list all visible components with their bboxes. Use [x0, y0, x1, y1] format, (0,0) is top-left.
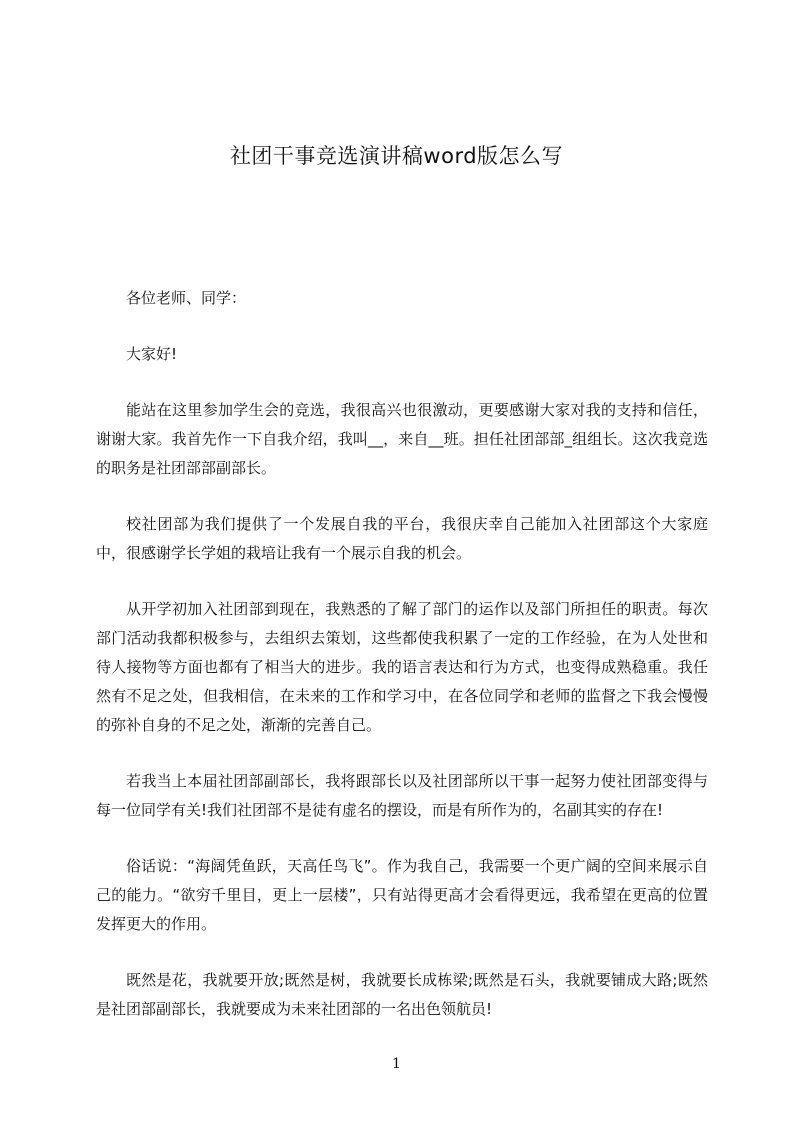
paragraph-closing: 既然是花，我就要开放;既然是树，我就要长成栋梁;既然是石头，我就要铺成大路;既然是社团部副部长，我就要成为未来社团部的一名出色领航员!: [96, 971, 708, 1018]
paragraph-greeting: 大家好!: [126, 345, 178, 363]
paragraph-aspiration: 俗话说：“海阔凭鱼跃，天高任鸟飞”。作为我自己，我需要一个更广阔的空间来展示自己的能力。“欲穷千里目，更上一层楼”，只有站得更高才会看得更远，我希望在更高的位置发挥更大的作用。: [96, 857, 708, 933]
paragraph-introduction: 能站在这里参加学生会的竞选，我很高兴也很激动，更要感谢大家对我的支持和信任，谢谢大家。我首先作一下自我介绍，我叫__，来自__班。担任社团部部_组组长。这次我竞选的职务是社团部部副部长。: [96, 401, 708, 477]
paragraph-commitment: 若我当上本届社团部副部长，我将跟部长以及社团部所以干事一起努力使社团部变得与每一位同学有关!我们社团部不是徒有虚名的摆设，而是有所作为的，名副其实的存在!: [96, 772, 708, 819]
page-number: 1: [392, 1056, 401, 1072]
paragraph-platform: 校社团部为我们提供了一个发展自我的平台，我很庆幸自己能加入社团部这个大家庭中，很感谢学长学姐的栽培让我有一个展示自我的机会。: [96, 515, 708, 562]
paragraph-salutation: 各位老师、同学：: [126, 289, 247, 307]
paragraph-experience: 从开学初加入社团部到现在，我熟悉的了解了部门的运作以及部门所担任的职责。每次部门活动我都积极参与，去组织去策划，这些都使我积累了一定的工作经验，在为人处世和待人接物等方面也都有了相当大的进步。我的语言表达和行为方式，也变得成熟稳重。我任然有不足之处，但我相信，在未来的工作和学习中，在各位同学和老师的监督之下我会慢慢的弥补自身的不足之处，渐渐的完善自己。: [96, 600, 708, 734]
document-title: 社团干事竞选演讲稿word版怎么写: [229, 144, 564, 168]
document-body: [96, 284, 708, 1051]
